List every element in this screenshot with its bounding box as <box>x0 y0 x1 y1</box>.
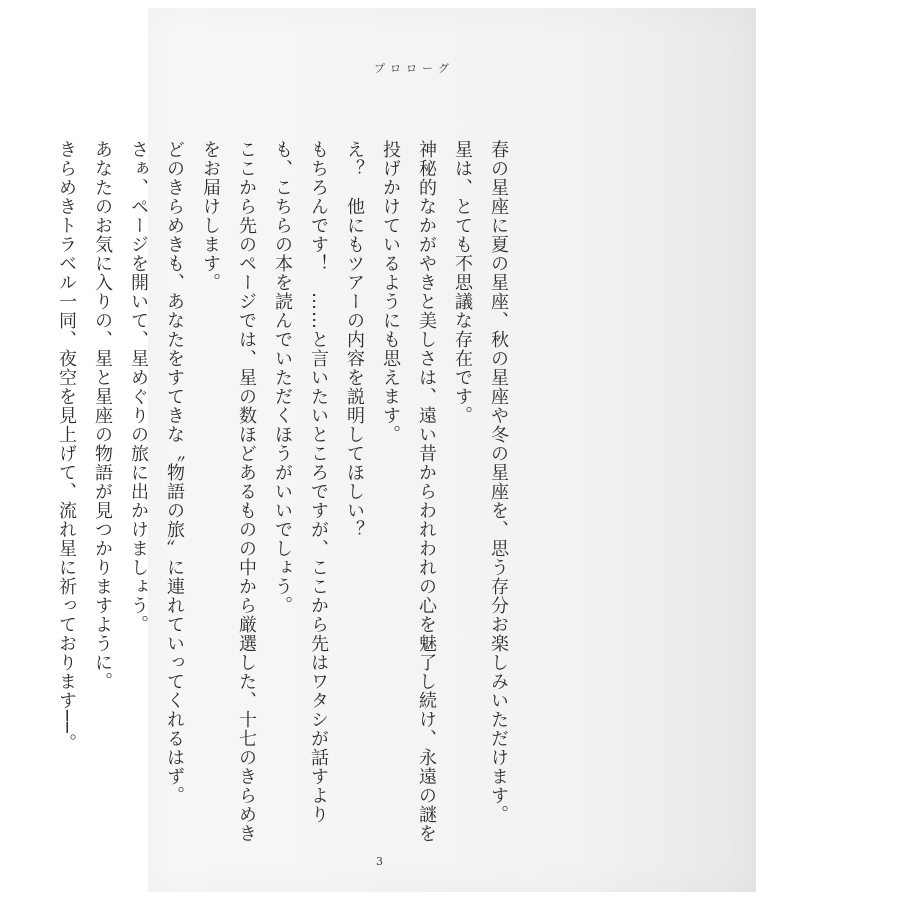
chapter-title: プロローグ <box>374 62 454 75</box>
paragraph: もちろんです！ ……と言いたいところですが、ここから先はワタシが話すよりも、こちらの本を読んでいただくほうがいいでしょう。 <box>272 140 329 824</box>
body-text <box>48 140 516 860</box>
paragraph: きらめきトラベル一同、夜空を見上げて、流れ星に祈っております──。 <box>56 140 77 753</box>
book-page <box>56 8 756 892</box>
paragraph: どのきらめきも、あなたをすてきな〝物語の旅〟に連れていってくれるはず。 <box>164 140 185 805</box>
paragraph: あなたのお気に入りの、星と星座の物語が見つかりますように。 <box>92 140 113 691</box>
page-number: 3 <box>376 855 383 868</box>
paragraph: 星は、とても不思議な存在です。 <box>452 140 473 425</box>
paragraph: え？ 他にもツアーの内容を説明してほしい？ <box>344 140 365 539</box>
paragraph: 春の星座に夏の星座、秋の星座や冬の星座を、思う存分お楽しみいただけます。 <box>488 140 509 824</box>
paragraph: ここから先のページでは、星の数ほどあるものの中から厳選した、十七のきらめきをお届けします。 <box>200 140 257 843</box>
paragraph: さぁ、ページを開いて、星めぐりの旅に出かけましょう。 <box>128 140 149 634</box>
paragraph: 神秘的なかがやきと美しさは、遠い昔からわれわれの心を魅了し続け、永遠の謎を投げかけているようにも思えます。 <box>380 140 437 843</box>
